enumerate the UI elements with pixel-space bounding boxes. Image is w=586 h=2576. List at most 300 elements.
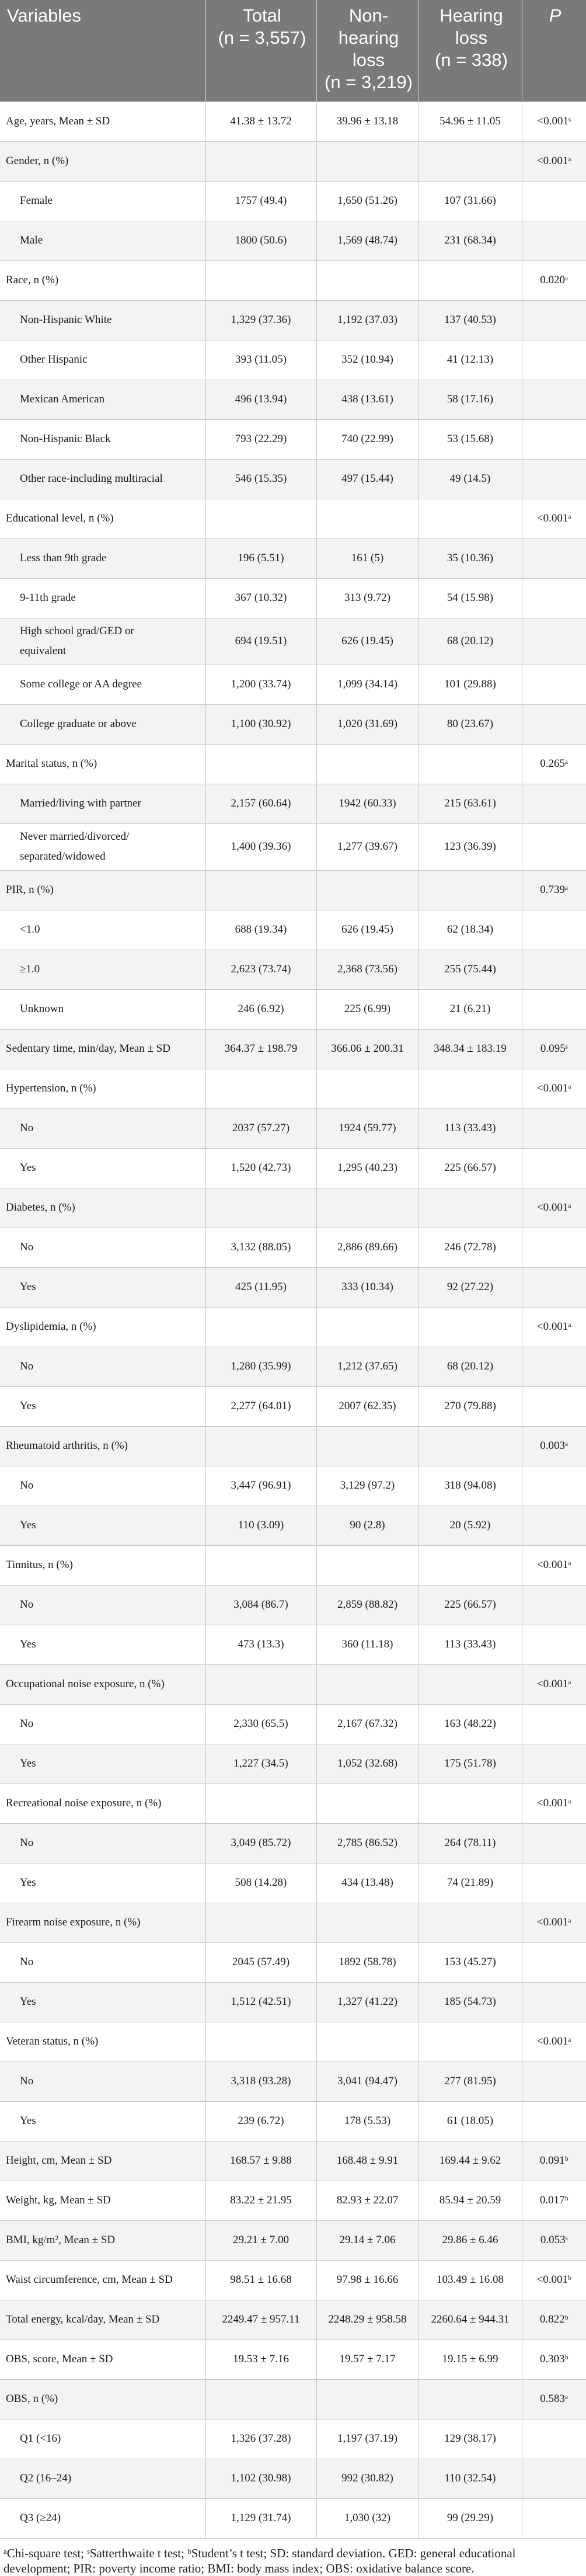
hearing-loss-value: 129 (38.17) [418, 2419, 522, 2459]
hearing-loss-value: 215 (63.61) [418, 784, 522, 823]
hearing-loss-value: 103.49 ± 16.08 [418, 2260, 522, 2300]
row-label: Male [0, 221, 205, 260]
table-row [0, 1545, 586, 1585]
table-row [0, 744, 586, 784]
table-footnote: ᵃChi-square test; ˢSatterthwaite t test; ᵇStudent’s t test; SD: standard deviation. GED: general educational development; PIR: poverty income ratio; BMI: body mass index; OBS: oxidative balance score. [4, 2546, 516, 2575]
row-label: Married/living with partner [0, 784, 205, 823]
row-label: Yes [0, 1148, 205, 1188]
row-label: Recreational noise exposure, n (%) [0, 1784, 205, 1823]
p-value [522, 538, 586, 578]
table-row [0, 1148, 586, 1188]
row-label: Educational level, n (%) [0, 499, 205, 538]
total-value: 29.21 ± 7.00 [205, 2220, 316, 2260]
row-label: Gender, n (%) [0, 141, 205, 181]
row-label: BMI, kg/m², Mean ± SD [0, 2220, 205, 2260]
hearing-loss-value: 101 (29.88) [418, 665, 522, 704]
row-label: Other race-including multiracial [0, 459, 205, 499]
table-row [0, 910, 586, 950]
hearing-loss-value [418, 1903, 522, 1942]
row-label: Unknown [0, 989, 205, 1029]
table-row [0, 2459, 586, 2498]
p-value: <0.001ᵃ [522, 1903, 586, 1942]
non-hearing-loss-value [316, 260, 418, 300]
non-hearing-loss-value [316, 499, 418, 538]
p-value [522, 823, 586, 870]
p-value [522, 419, 586, 459]
table-row [0, 499, 586, 538]
total-value [205, 1188, 316, 1228]
p-value: 0.091ᵇ [522, 2141, 586, 2181]
hearing-loss-value: 74 (21.89) [418, 1863, 522, 1903]
table-row [0, 1704, 586, 1744]
total-value: 3,447 (96.91) [205, 1466, 316, 1506]
table-row [0, 181, 586, 221]
non-hearing-loss-value [316, 1903, 418, 1942]
total-value: 473 (13.3) [205, 1625, 316, 1664]
row-label: Q3 (≥24) [0, 2498, 205, 2538]
non-hearing-loss-value: 313 (9.72) [316, 578, 418, 618]
total-value: 793 (22.29) [205, 419, 316, 459]
table-row [0, 1426, 586, 1466]
hearing-loss-value [418, 1545, 522, 1585]
non-hearing-loss-value: 2,785 (86.52) [316, 1823, 418, 1863]
non-hearing-loss-value: 225 (6.99) [316, 989, 418, 1029]
p-value [522, 380, 586, 419]
total-value [205, 1784, 316, 1823]
total-value: 688 (19.34) [205, 910, 316, 950]
total-value [205, 870, 316, 910]
p-value [522, 1148, 586, 1188]
hearing-loss-value: 58 (17.16) [418, 380, 522, 419]
row-label: Female [0, 181, 205, 221]
hearing-loss-value: 225 (66.57) [418, 1148, 522, 1188]
hearing-loss-value: 2260.64 ± 944.31 [418, 2300, 522, 2339]
table-row [0, 1506, 586, 1545]
table-row [0, 2181, 586, 2220]
hearing-loss-value: 137 (40.53) [418, 300, 522, 340]
total-value: 1,512 (42.51) [205, 1982, 316, 2022]
header-row [0, 0, 586, 102]
row-label: Firearm noise exposure, n (%) [0, 1903, 205, 1942]
non-hearing-loss-value: 360 (11.18) [316, 1625, 418, 1664]
header-total-n: (n = 3,557) [218, 27, 306, 48]
row-label: Q2 (16–24) [0, 2459, 205, 2498]
p-value [522, 2062, 586, 2101]
table-row [0, 578, 586, 618]
p-value [522, 618, 586, 665]
non-hearing-loss-value [316, 1307, 418, 1347]
non-hearing-loss-value [316, 141, 418, 181]
p-value: <0.001ᵃ [522, 1069, 586, 1108]
hearing-loss-value [418, 1784, 522, 1823]
hearing-loss-value [418, 744, 522, 784]
p-value [522, 1466, 586, 1506]
non-hearing-loss-value [316, 1664, 418, 1704]
row-label: Marital status, n (%) [0, 744, 205, 784]
row-label: <1.0 [0, 910, 205, 950]
non-hearing-loss-value [316, 1069, 418, 1108]
p-value: <0.001ᵃ [522, 499, 586, 538]
table-row [0, 870, 586, 910]
hearing-loss-value: 85.94 ± 20.59 [418, 2181, 522, 2220]
total-value: 496 (13.94) [205, 380, 316, 419]
total-value: 3,084 (86.7) [205, 1585, 316, 1625]
row-label: Yes [0, 1506, 205, 1545]
hearing-loss-value: 225 (66.57) [418, 1585, 522, 1625]
table-row [0, 1307, 586, 1347]
total-value: 98.51 ± 16.68 [205, 2260, 316, 2300]
p-value [522, 578, 586, 618]
table-row [0, 1942, 586, 1982]
table-row [0, 823, 586, 870]
row-label: 9-11th grade [0, 578, 205, 618]
non-hearing-loss-value: 333 (10.34) [316, 1267, 418, 1307]
non-hearing-loss-value: 1924 (59.77) [316, 1108, 418, 1148]
non-hearing-loss-value: 1942 (60.33) [316, 784, 418, 823]
p-value [522, 1386, 586, 1426]
row-label: ≥1.0 [0, 950, 205, 989]
table-row [0, 989, 586, 1029]
table-row [0, 1108, 586, 1148]
hearing-loss-value: 153 (45.27) [418, 1942, 522, 1982]
row-label: Occupational noise exposure, n (%) [0, 1664, 205, 1704]
total-value: 393 (11.05) [205, 340, 316, 380]
non-hearing-loss-value: 1,099 (34.14) [316, 665, 418, 704]
non-hearing-loss-value: 626 (19.45) [316, 910, 418, 950]
p-value [522, 704, 586, 744]
p-value [522, 2498, 586, 2538]
hearing-loss-value [418, 1426, 522, 1466]
header-non-hearing-n: (n = 3,219) [325, 72, 413, 92]
hearing-loss-value [418, 260, 522, 300]
table-row [0, 1228, 586, 1267]
row-label: Yes [0, 1982, 205, 2022]
row-label: Veteran status, n (%) [0, 2022, 205, 2062]
table-row [0, 2141, 586, 2181]
row-label: OBS, n (%) [0, 2379, 205, 2419]
total-value [205, 2022, 316, 2062]
total-value: 246 (6.92) [205, 989, 316, 1029]
row-label: OBS, score, Mean ± SD [0, 2339, 205, 2379]
p-value: 0.303ᵇ [522, 2339, 586, 2379]
hearing-loss-value [418, 141, 522, 181]
table-row [0, 221, 586, 260]
hearing-loss-value [418, 1069, 522, 1108]
non-hearing-loss-value [316, 744, 418, 784]
p-value [522, 1823, 586, 1863]
hearing-loss-value [418, 1664, 522, 1704]
hearing-loss-value: 231 (68.34) [418, 221, 522, 260]
table-row [0, 1784, 586, 1823]
row-label: No [0, 2062, 205, 2101]
non-hearing-loss-value: 1,192 (37.03) [316, 300, 418, 340]
p-value: <0.001ᵃ [522, 1545, 586, 1585]
table-row [0, 260, 586, 300]
non-hearing-loss-value [316, 2379, 418, 2419]
total-value: 1,520 (42.73) [205, 1148, 316, 1188]
hearing-loss-value: 49 (14.5) [418, 459, 522, 499]
row-label: Yes [0, 1863, 205, 1903]
table-row [0, 1585, 586, 1625]
p-value [522, 1585, 586, 1625]
table-row [0, 2260, 586, 2300]
p-value [522, 1704, 586, 1744]
total-value: 1,200 (33.74) [205, 665, 316, 704]
total-value [205, 1903, 316, 1942]
row-label: Yes [0, 1744, 205, 1784]
table-row [0, 1188, 586, 1228]
table-row [0, 2022, 586, 2062]
hearing-loss-value: 99 (29.29) [418, 2498, 522, 2538]
hearing-loss-value: 185 (54.73) [418, 1982, 522, 2022]
p-value [522, 1267, 586, 1307]
header-p-value: P [522, 0, 586, 102]
p-value [522, 1625, 586, 1664]
non-hearing-loss-value: 1,212 (37.65) [316, 1347, 418, 1386]
table-row [0, 1466, 586, 1506]
row-label: Race, n (%) [0, 260, 205, 300]
table-row [0, 538, 586, 578]
p-value [522, 300, 586, 340]
total-value: 196 (5.51) [205, 538, 316, 578]
p-value [522, 221, 586, 260]
p-value: 0.739ᵃ [522, 870, 586, 910]
total-value: 83.22 ± 21.95 [205, 2181, 316, 2220]
row-label: Yes [0, 1625, 205, 1664]
p-value [522, 989, 586, 1029]
total-value: 239 (6.72) [205, 2101, 316, 2141]
table-row [0, 141, 586, 181]
p-value: <0.001ˢ [522, 102, 586, 141]
table-row [0, 2062, 586, 2101]
hearing-loss-value: 169.44 ± 9.62 [418, 2141, 522, 2181]
table-header [0, 0, 586, 102]
non-hearing-loss-value: 19.57 ± 7.17 [316, 2339, 418, 2379]
header-total: Total (n = 3,557) [205, 0, 316, 102]
hearing-loss-value: 264 (78.11) [418, 1823, 522, 1863]
non-hearing-loss-value: 3,129 (97.2) [316, 1466, 418, 1506]
row-label: Never married/divorced/ separated/widowed [0, 823, 205, 870]
row-label: No [0, 1228, 205, 1267]
total-value: 367 (10.32) [205, 578, 316, 618]
table-row [0, 1903, 586, 1942]
row-label: High school grad/GED or equivalent [0, 618, 205, 665]
non-hearing-loss-value: 1,197 (37.19) [316, 2419, 418, 2459]
total-value: 2,277 (64.01) [205, 1386, 316, 1426]
non-hearing-loss-value: 1,327 (41.22) [316, 1982, 418, 2022]
table-row [0, 1744, 586, 1784]
p-value: 0.265ᵃ [522, 744, 586, 784]
table-row [0, 340, 586, 380]
total-value: 168.57 ± 9.88 [205, 2141, 316, 2181]
table-row [0, 1029, 586, 1069]
hearing-loss-value: 41 (12.13) [418, 340, 522, 380]
total-value [205, 1545, 316, 1585]
non-hearing-loss-value: 2,859 (88.82) [316, 1585, 418, 1625]
p-value [522, 2419, 586, 2459]
table-row [0, 665, 586, 704]
p-value [522, 2459, 586, 2498]
p-value: <0.001ᵃ [522, 141, 586, 181]
row-label: Sedentary time, min/day, Mean ± SD [0, 1029, 205, 1069]
total-value: 41.38 ± 13.72 [205, 102, 316, 141]
non-hearing-loss-value: 2007 (62.35) [316, 1386, 418, 1426]
total-value [205, 1426, 316, 1466]
table-row [0, 1267, 586, 1307]
hearing-loss-value: 270 (79.88) [418, 1386, 522, 1426]
total-value: 2037 (57.27) [205, 1108, 316, 1148]
p-value: 0.020ᵃ [522, 260, 586, 300]
non-hearing-loss-value: 90 (2.8) [316, 1506, 418, 1545]
hearing-loss-value [418, 870, 522, 910]
total-value: 1,280 (35.99) [205, 1347, 316, 1386]
table-row [0, 1347, 586, 1386]
table-row [0, 2498, 586, 2538]
row-label: Dyslipidemia, n (%) [0, 1307, 205, 1347]
total-value: 694 (19.51) [205, 618, 316, 665]
table-row [0, 2419, 586, 2459]
total-value: 1,129 (31.74) [205, 2498, 316, 2538]
non-hearing-loss-value: 2248.29 ± 958.58 [316, 2300, 418, 2339]
hearing-loss-value: 54 (15.98) [418, 578, 522, 618]
row-label: Some college or AA degree [0, 665, 205, 704]
p-value: <0.001ᵇ [522, 2260, 586, 2300]
hearing-loss-value [418, 2022, 522, 2062]
non-hearing-loss-value [316, 1784, 418, 1823]
total-value: 1,329 (37.36) [205, 300, 316, 340]
total-value: 2,623 (73.74) [205, 950, 316, 989]
table-row [0, 419, 586, 459]
hearing-loss-value: 107 (31.66) [418, 181, 522, 221]
total-value: 2045 (57.49) [205, 1942, 316, 1982]
table-row [0, 102, 586, 141]
non-hearing-loss-value: 992 (30.82) [316, 2459, 418, 2498]
total-value: 1,400 (39.36) [205, 823, 316, 870]
hearing-loss-value: 123 (36.39) [418, 823, 522, 870]
row-label: PIR, n (%) [0, 870, 205, 910]
table-row [0, 1386, 586, 1426]
non-hearing-loss-value: 740 (22.99) [316, 419, 418, 459]
non-hearing-loss-value: 434 (13.48) [316, 1863, 418, 1903]
hearing-loss-value: 53 (15.68) [418, 419, 522, 459]
total-value: 425 (11.95) [205, 1267, 316, 1307]
p-value [522, 181, 586, 221]
p-value [522, 340, 586, 380]
table-row [0, 704, 586, 744]
non-hearing-loss-value: 497 (15.44) [316, 459, 418, 499]
non-hearing-loss-value: 3,041 (94.47) [316, 2062, 418, 2101]
hearing-loss-value [418, 1307, 522, 1347]
non-hearing-loss-value: 161 (5) [316, 538, 418, 578]
total-value: 1,326 (37.28) [205, 2419, 316, 2459]
table-row [0, 2220, 586, 2260]
p-value [522, 910, 586, 950]
header-variables: Variables [0, 0, 205, 102]
non-hearing-loss-value: 2,368 (73.56) [316, 950, 418, 989]
p-value: 0.017ᵇ [522, 2181, 586, 2220]
total-value: 546 (15.35) [205, 459, 316, 499]
total-value [205, 744, 316, 784]
hearing-loss-value: 62 (18.34) [418, 910, 522, 950]
p-value: <0.001ᵃ [522, 1307, 586, 1347]
non-hearing-loss-value: 2,167 (67.32) [316, 1704, 418, 1744]
hearing-loss-value: 113 (33.43) [418, 1625, 522, 1664]
total-value: 3,318 (93.28) [205, 2062, 316, 2101]
table-row [0, 784, 586, 823]
row-label: Waist circumference, cm, Mean ± SD [0, 2260, 205, 2300]
non-hearing-loss-value [316, 2022, 418, 2062]
row-label: Other Hispanic [0, 340, 205, 380]
p-value: 0.583ᵃ [522, 2379, 586, 2419]
total-value: 1757 (49.4) [205, 181, 316, 221]
p-value: 0.003ᵃ [522, 1426, 586, 1466]
row-label: Yes [0, 1267, 205, 1307]
row-label: Tinnitus, n (%) [0, 1545, 205, 1585]
row-label: No [0, 1585, 205, 1625]
row-label: Less than 9th grade [0, 538, 205, 578]
table-row [0, 380, 586, 419]
non-hearing-loss-value [316, 1426, 418, 1466]
total-value [205, 1307, 316, 1347]
header-non-hearing-loss: Non- hearing loss (n = 3,219) [316, 0, 418, 102]
row-label: Yes [0, 2101, 205, 2141]
total-value: 3,132 (88.05) [205, 1228, 316, 1267]
total-value: 1,100 (30.92) [205, 704, 316, 744]
hearing-loss-value: 68 (20.12) [418, 1347, 522, 1386]
non-hearing-loss-value: 1892 (58.78) [316, 1942, 418, 1982]
table-row [0, 618, 586, 665]
row-label: No [0, 1942, 205, 1982]
total-value [205, 1664, 316, 1704]
table-row [0, 300, 586, 340]
p-value: 0.053ˢ [522, 2220, 586, 2260]
hearing-loss-value: 54.96 ± 11.05 [418, 102, 522, 141]
row-label: Non-Hispanic Black [0, 419, 205, 459]
table-row [0, 1982, 586, 2022]
total-value: 364.37 ± 198.79 [205, 1029, 316, 1069]
table-row [0, 2379, 586, 2419]
hearing-loss-value: 92 (27.22) [418, 1267, 522, 1307]
hearing-loss-value: 80 (23.67) [418, 704, 522, 744]
hearing-loss-value: 61 (18.05) [418, 2101, 522, 2141]
p-value [522, 459, 586, 499]
total-value [205, 2379, 316, 2419]
total-value [205, 141, 316, 181]
non-hearing-loss-value: 1,020 (31.69) [316, 704, 418, 744]
p-value: <0.001ᵃ [522, 1188, 586, 1228]
non-hearing-loss-value: 29.14 ± 7.06 [316, 2220, 418, 2260]
p-value: 0.822ᵇ [522, 2300, 586, 2339]
non-hearing-loss-value: 1,295 (40.23) [316, 1148, 418, 1188]
non-hearing-loss-value: 1,650 (51.26) [316, 181, 418, 221]
p-value [522, 2101, 586, 2141]
p-value [522, 950, 586, 989]
table-row [0, 1069, 586, 1108]
non-hearing-loss-value: 39.96 ± 13.18 [316, 102, 418, 141]
total-value: 3,049 (85.72) [205, 1823, 316, 1863]
hearing-loss-value: 35 (10.36) [418, 538, 522, 578]
hearing-loss-value: 246 (72.78) [418, 1228, 522, 1267]
table-row [0, 1664, 586, 1704]
total-value: 1,102 (30.98) [205, 2459, 316, 2498]
table-row [0, 1863, 586, 1903]
total-value: 1800 (50.6) [205, 221, 316, 260]
p-value: <0.001ᵃ [522, 1784, 586, 1823]
p-value [522, 1506, 586, 1545]
hearing-loss-value: 21 (6.21) [418, 989, 522, 1029]
hearing-loss-value: 277 (81.95) [418, 2062, 522, 2101]
p-value [522, 1863, 586, 1903]
